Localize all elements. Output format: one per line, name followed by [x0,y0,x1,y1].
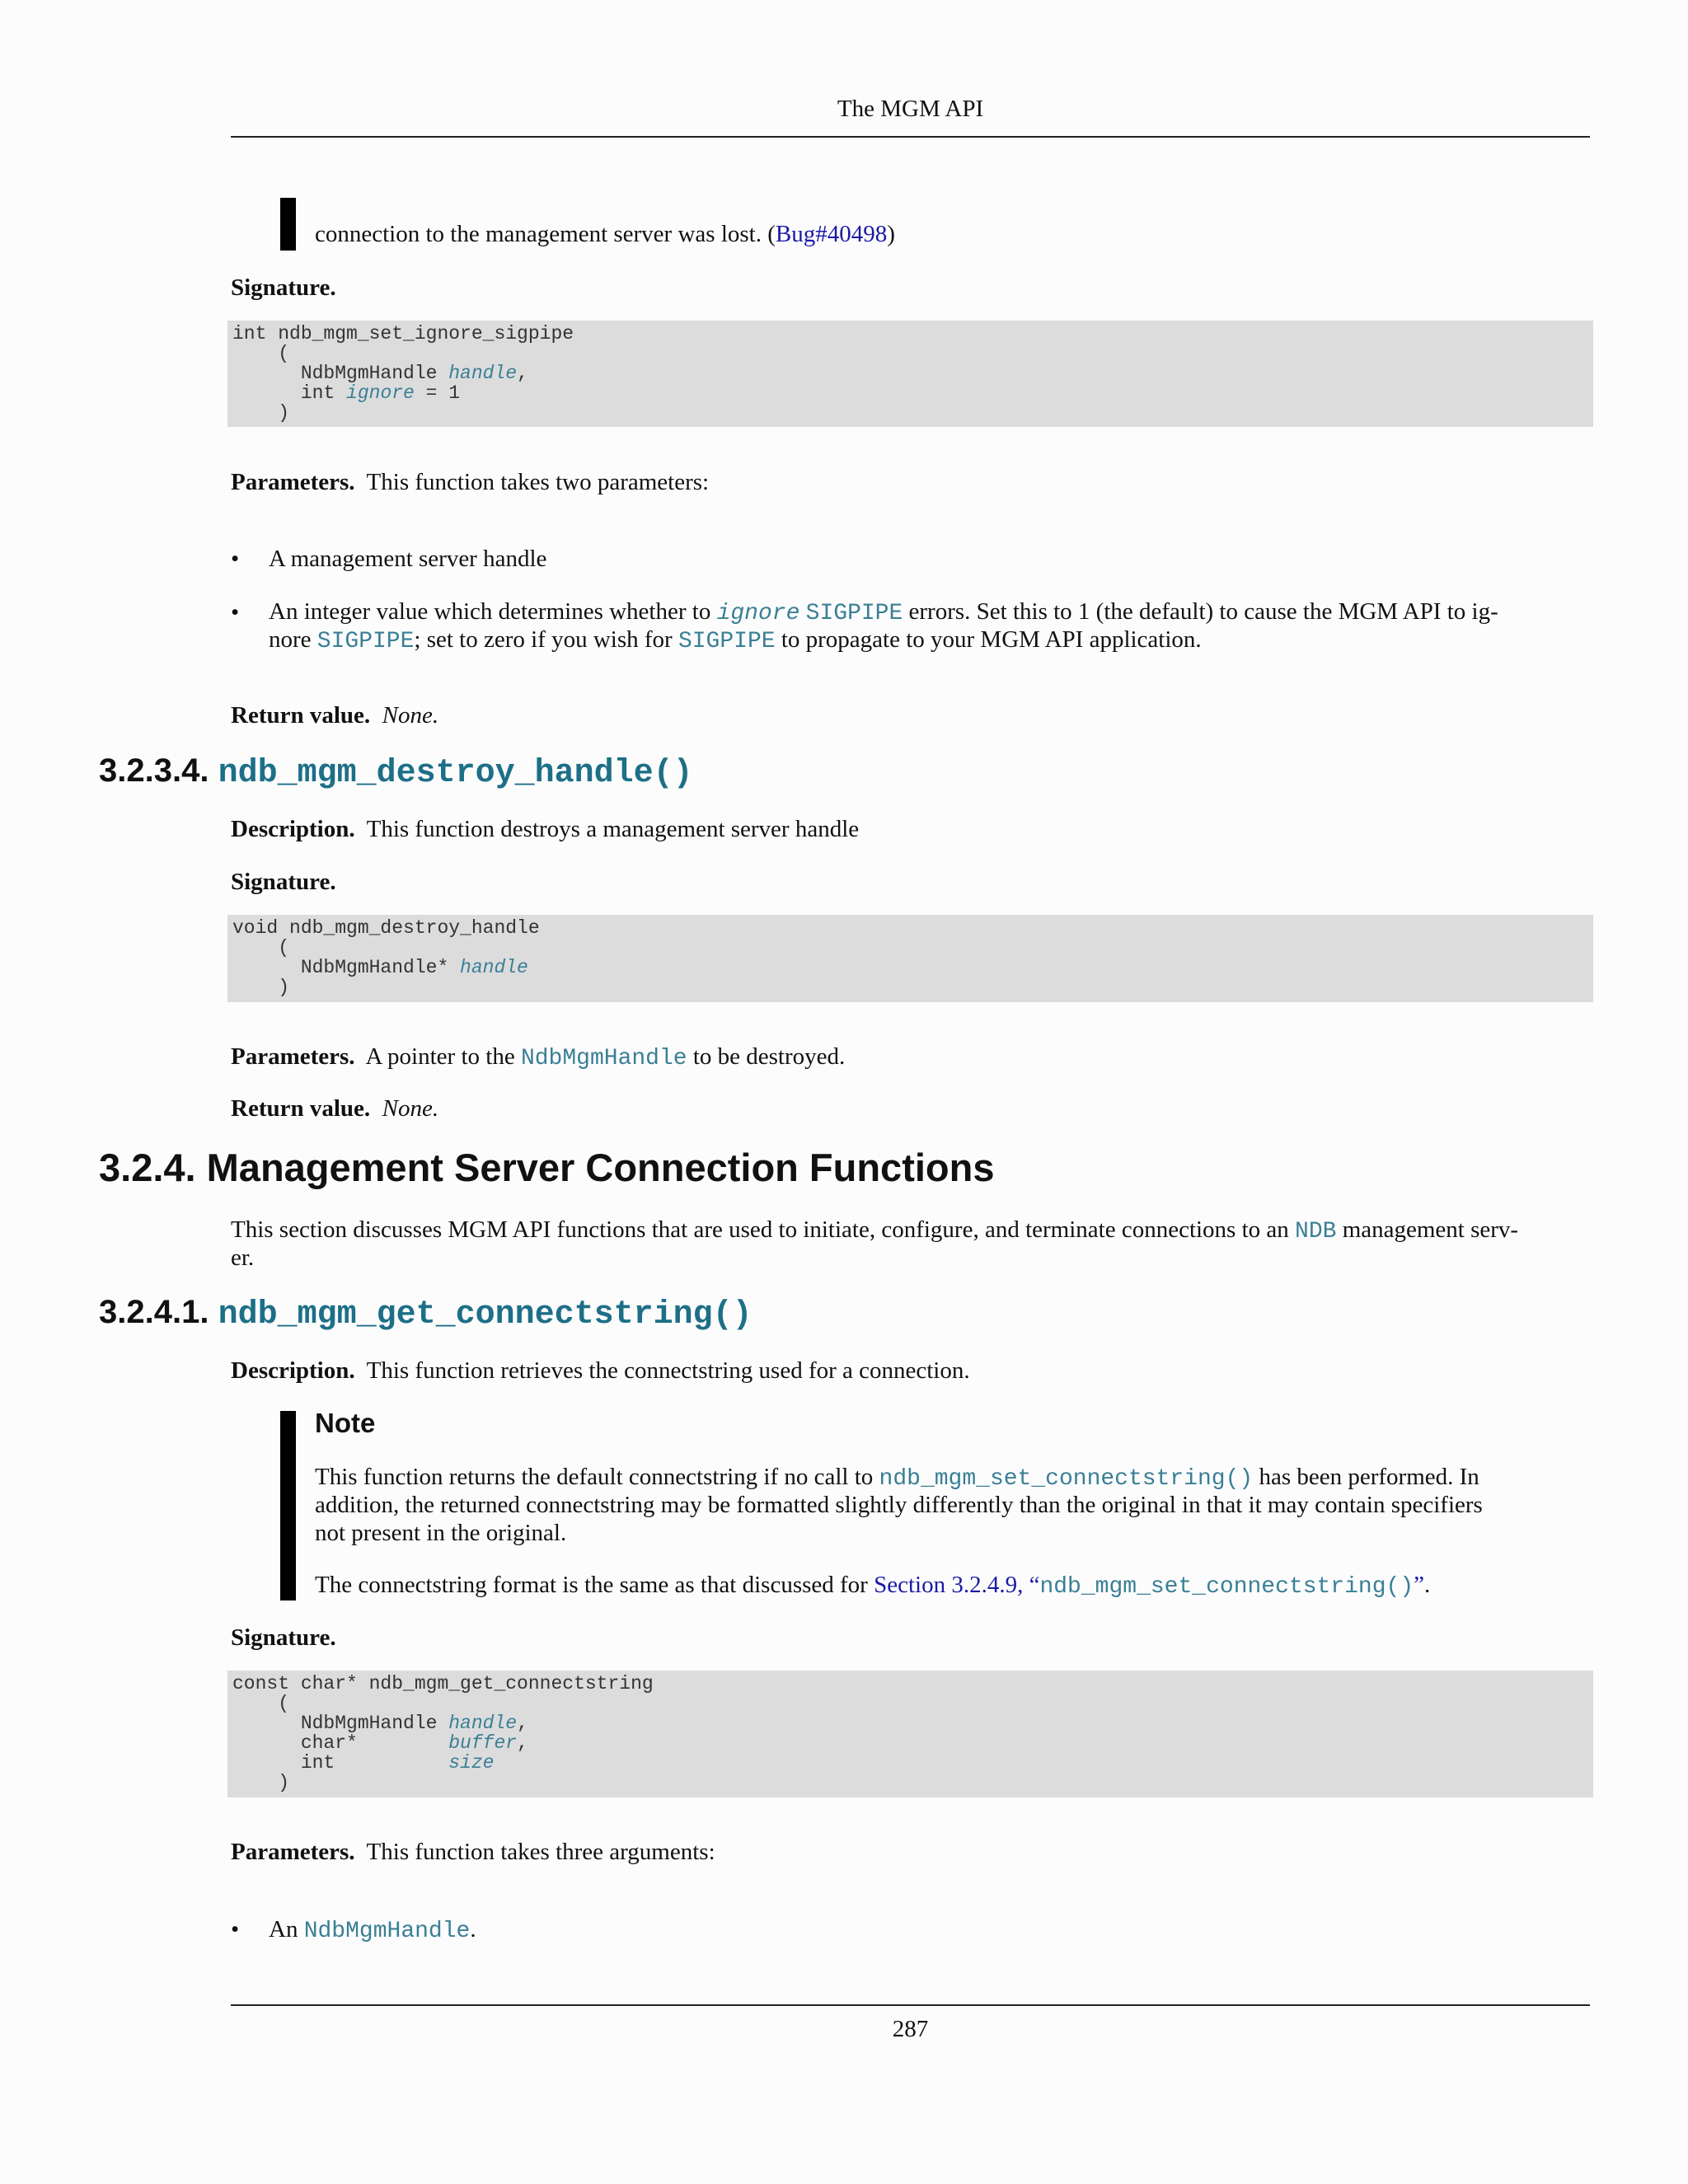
note-paragraph: This function returns the default connectstring if no call to ndb_mgm_set_connectstring() has been performed. In [315,1464,1479,1492]
page-number: 287 [892,2016,929,2042]
list-item: • [231,599,240,626]
list-item-text-cont: nore SIGPIPE; set to zero if you wish for SIGPIPE to propagate to your MGM API application. [269,626,1202,654]
note-paragraph-cont: not present in the original. [315,1520,567,1546]
note-bar [280,198,296,251]
return-value: Return value. None. [231,1095,439,1122]
signature-label: Signature. [231,274,336,301]
section-heading: 3.2.3.4. ndb_mgm_destroy_handle() [99,752,693,792]
description-paragraph: Description. This function retrieves the connectstring used for a connection. [231,1357,970,1384]
section-heading: 3.2.4.1. ndb_mgm_get_connectstring() [99,1294,753,1333]
signature-code-block: int ndb_mgm_set_ignore_sigpipe ( NdbMgmHandle handle, int ignore = 1 ) [227,321,1593,427]
list-item-text: A management server handle [269,546,547,572]
parameters-paragraph: Parameters. A pointer to the NdbMgmHandle to be destroyed. [231,1043,846,1071]
parameters-paragraph: Parameters. This function takes three arguments: [231,1839,715,1865]
signature-code-block: const char* ndb_mgm_get_connectstring ( NdbMgmHandle handle, char* buffer, int size ) [227,1671,1593,1797]
list-item-text: An integer value which determines whether to ignore SIGPIPE errors. Set this to 1 (the default) to cause the MGM API to ig- [269,598,1498,626]
description-paragraph: Description. This function destroys a management server handle [231,816,860,842]
intro-paragraph-cont: er. [231,1244,255,1271]
signature-label: Signature. [231,869,336,895]
list-item: • [231,546,240,572]
running-header: The MGM API [837,96,984,122]
list-item: • [231,1916,240,1943]
parameters-paragraph: Parameters. This function takes two parameters: [231,469,710,495]
section-link[interactable]: Section 3.2.4.9, “ndb_mgm_set_connectstring()” [874,1572,1425,1600]
bug-link[interactable]: Bug#40498 [775,221,888,247]
note-bar [280,1411,296,1601]
signature-label: Signature. [231,1624,336,1651]
footer-rule [231,2004,1590,2006]
section-heading: 3.2.4. Management Server Connection Functions [99,1146,995,1189]
continued-note-text: connection to the management server was lost. (Bug#40498) [315,221,895,247]
note-paragraph-cont: addition, the returned connectstring may be formatted slightly differently than the original in that it may contain specifiers [315,1492,1483,1518]
note-paragraph: The connectstring format is the same as that discussed for Section 3.2.4.9, “ndb_mgm_set_connectstring()”. [315,1572,1431,1600]
header-rule [231,136,1590,138]
return-value: Return value. None. [231,702,439,729]
intro-paragraph: This section discusses MGM API functions that are used to initiate, configure, and terminate connections to an NDB management serv- [231,1216,1519,1244]
note-title: Note [315,1408,376,1438]
signature-code-block: void ndb_mgm_destroy_handle ( NdbMgmHandle* handle ) [227,915,1593,1002]
list-item-text: An NdbMgmHandle. [269,1916,476,1944]
